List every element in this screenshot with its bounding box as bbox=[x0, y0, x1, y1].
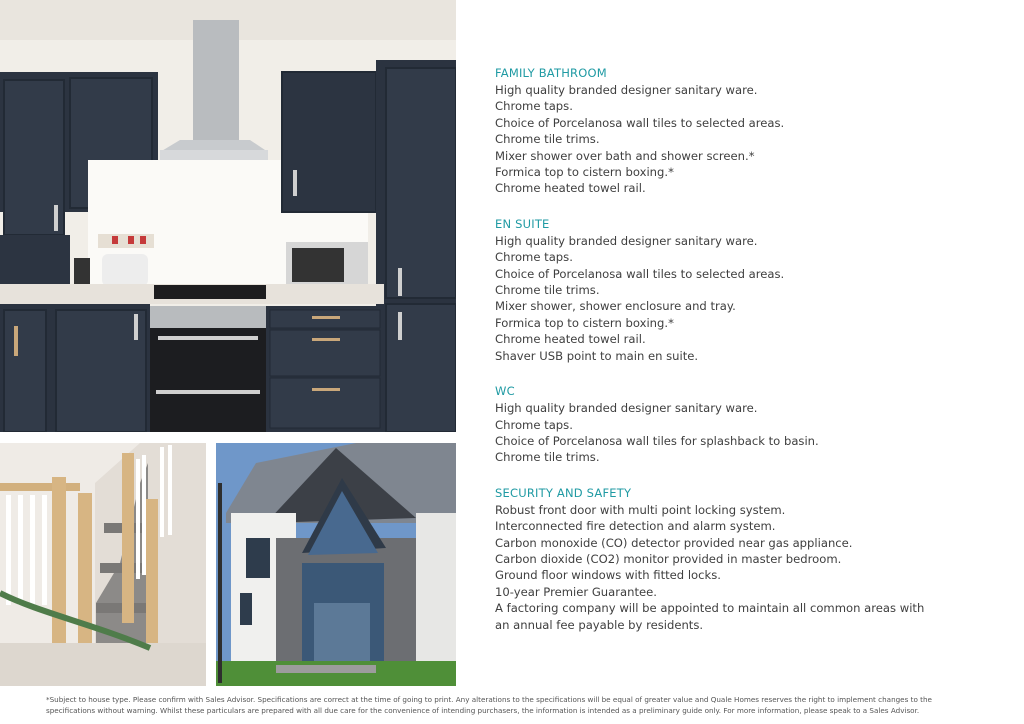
staircase-photo bbox=[0, 443, 206, 686]
spec-item: Carbon monoxide (CO) detector provided near gas appliance. bbox=[495, 535, 853, 550]
spec-item: Chrome taps. bbox=[495, 250, 573, 265]
spec-item: Shaver USB point to main en suite. bbox=[495, 348, 699, 363]
spec-item: A factoring company will be appointed to maintain all common areas with bbox=[495, 601, 925, 616]
spec-item: Ground floor windows with fitted locks. bbox=[495, 568, 721, 583]
spec-item: High quality branded designer sanitary ware. bbox=[495, 401, 758, 416]
footnote-line: *Subject to house type. Please confirm with Sales Advisor. Specifications are correct at the time of going to print. Any alterations to the specifications will be equal of greater value and Quale Homes reserves the right to implement changes to the bbox=[46, 695, 932, 704]
spec-item: High quality branded designer sanitary ware. bbox=[495, 83, 758, 97]
spec-item: Choice of Porcelanosa wall tiles to selected areas. bbox=[495, 115, 785, 130]
spec-item: Chrome tile trims. bbox=[495, 283, 600, 298]
spec-item: an annual fee payable by residents. bbox=[495, 617, 704, 632]
spec-item: Chrome taps. bbox=[495, 417, 573, 432]
spec-item: 10-year Premier Guarantee. bbox=[495, 584, 657, 599]
specification-list bbox=[495, 66, 995, 653]
spec-item: Choice of Porcelanosa wall tiles for splashback to basin. bbox=[495, 433, 819, 448]
spec-item: High quality branded designer sanitary ware. bbox=[495, 233, 758, 248]
spec-item: Formica top to cistern boxing.* bbox=[495, 315, 674, 330]
section-heading: SECURITY AND SAFETY bbox=[495, 485, 632, 500]
en-suite-section bbox=[495, 217, 995, 364]
spec-item: Mixer shower over bath and shower screen.* bbox=[495, 148, 755, 163]
section-heading: WC bbox=[495, 384, 515, 399]
spec-item: Mixer shower, shower enclosure and tray. bbox=[495, 299, 736, 314]
spec-item: Choice of Porcelanosa wall tiles to selected areas. bbox=[495, 266, 785, 281]
spec-item: Chrome taps. bbox=[495, 99, 573, 114]
spec-item: Robust front door with multi point locking system. bbox=[495, 502, 786, 517]
kitchen-photo bbox=[0, 0, 456, 432]
spec-item: Carbon dioxide (CO2) monitor provided in master bedroom. bbox=[495, 551, 842, 566]
spec-item: Chrome heated towel rail. bbox=[495, 332, 646, 347]
section-heading: EN SUITE bbox=[495, 216, 550, 231]
spec-item: Chrome tile trims. bbox=[495, 450, 600, 465]
family-bathroom-section bbox=[495, 66, 995, 197]
spec-item: Chrome heated towel rail. bbox=[495, 181, 646, 196]
spec-item: Chrome tile trims. bbox=[495, 132, 600, 147]
footnote-line: specifications without warning. Whilst these particulars are prepared with all due care for the convenience of intending purchasers, the information is intended as a preliminary guide only. For more information, please speak to a Sales Advisor. bbox=[46, 706, 920, 715]
spec-item: Formica top to cistern boxing.* bbox=[495, 165, 674, 180]
wc-section bbox=[495, 384, 995, 466]
section-heading: FAMILY BATHROOM bbox=[495, 66, 607, 80]
house-exterior-photo bbox=[216, 443, 456, 686]
security-safety-section bbox=[495, 486, 995, 633]
spec-item: Interconnected fire detection and alarm system. bbox=[495, 519, 776, 534]
disclaimer-footnote bbox=[46, 694, 986, 716]
